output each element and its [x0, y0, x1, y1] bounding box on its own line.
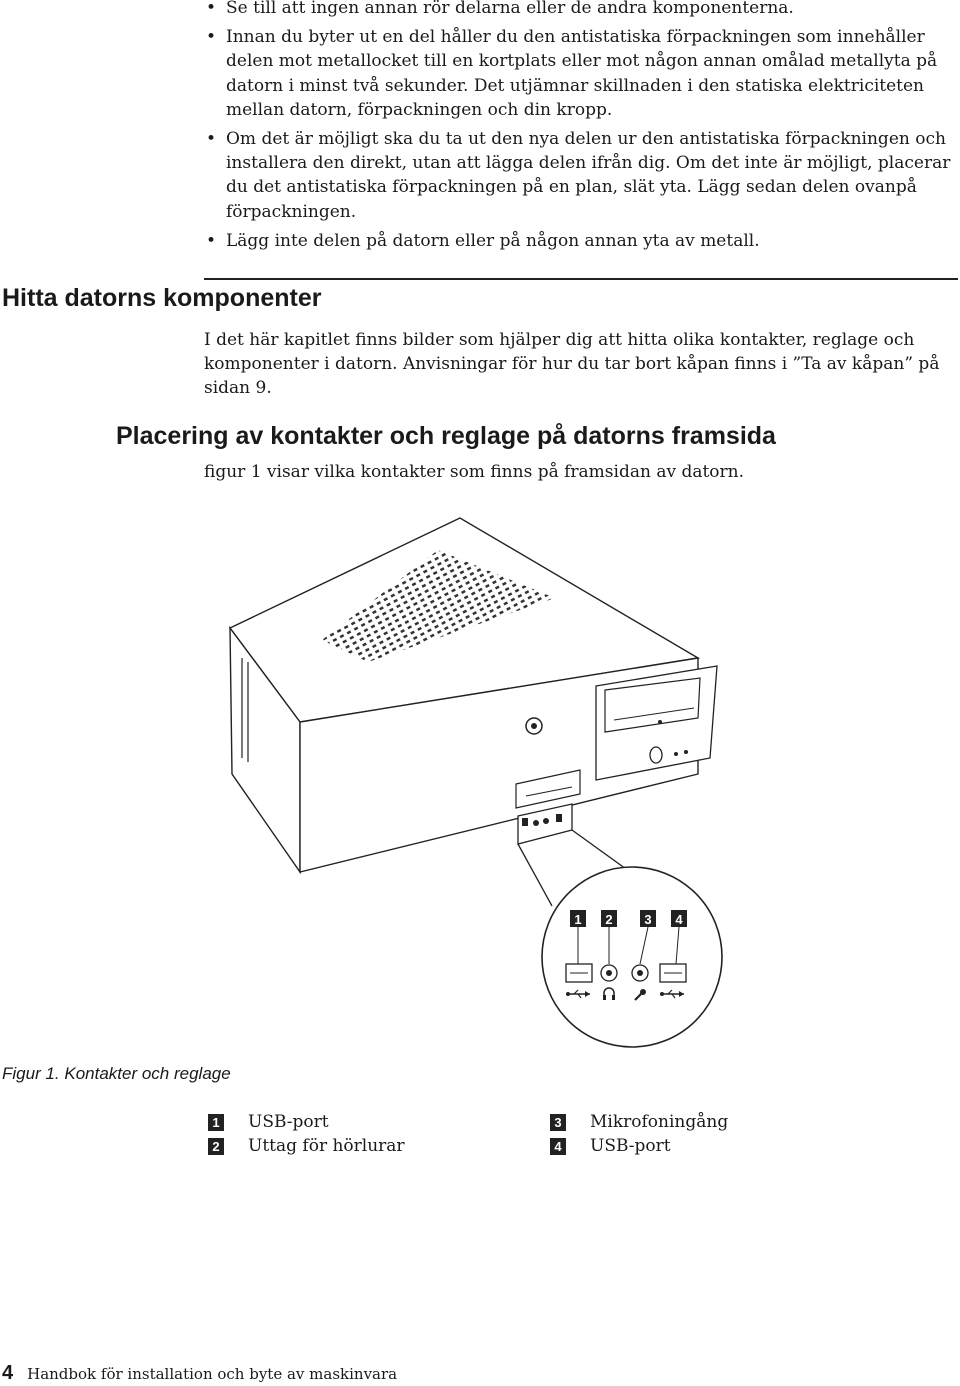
computer-illustration — [200, 512, 740, 1052]
section-intro: I det här kapitlet finns bilder som hjälper dig att hitta olika kontakter, reglage och komponenter i datorn. Anvisningar för hur du tar bort kåpan finns i ”Ta av kåpan” på sidan 9. — [204, 330, 940, 398]
legend-label: Uttag för hörlurar — [248, 1136, 405, 1156]
callout-1 — [570, 910, 586, 927]
legend-item — [208, 1112, 329, 1132]
callout-number: 1 — [574, 912, 582, 927]
legend-label: Mikrofoningång — [590, 1112, 729, 1132]
callout-4 — [671, 910, 687, 927]
legend-item — [550, 1136, 671, 1156]
subsection-text: figur 1 visar vilka kontakter som finns på framsidan av datorn. — [204, 462, 745, 482]
callout-number: 2 — [605, 912, 613, 927]
callout-3 — [640, 910, 656, 927]
precaution-item: • Om det är möjligt ska du ta ut den nya delen ur den antistatiska förpackningen och installera den direkt, utan att lägga delen ifrån dig. Om det inte är möjligt, placerar du det antistatiska förpackningen på en plan, slät yta. Lägg sedan delen ovanpå förpackningen. — [204, 127, 956, 224]
legend-label: USB-port — [248, 1112, 329, 1132]
legend-number: 4 — [550, 1138, 566, 1155]
precaution-item: • Lägg inte delen på datorn eller på någon annan yta av metall. — [204, 229, 956, 253]
magnifier-circle — [542, 867, 722, 1047]
callout-2 — [601, 910, 617, 927]
power-button — [650, 747, 662, 763]
precaution-list — [204, 0, 956, 258]
section-heading: Hitta datorns komponenter — [2, 284, 322, 312]
page-footer — [2, 1362, 397, 1385]
computer-front-figure — [200, 512, 740, 1056]
legend-number: 3 — [550, 1114, 566, 1131]
precaution-item: • Se till att ingen annan rör delarna eller de andra komponenterna. — [204, 0, 956, 20]
precaution-item: • Innan du byter ut en del håller du den antistatiska förpackningen som innehåller delen mot metallocket till en kortplats eller mot någon annan omålad metallyta på datorn i minst två sekunder. Det utjämnar skillnaden i den statiska elektriciteten mellan datorn, förpackningen och din kropp. — [204, 25, 956, 122]
book-title: Handbok för installation och byte av maskinvara — [27, 1365, 398, 1383]
section-divider — [204, 278, 958, 280]
legend-number: 1 — [208, 1114, 224, 1131]
callout-number: 4 — [675, 912, 683, 927]
page-number: 4 — [2, 1362, 14, 1384]
figure-caption: Figur 1. Kontakter och reglage — [2, 1064, 231, 1083]
legend-label: USB-port — [590, 1136, 671, 1156]
callout-number: 3 — [644, 912, 652, 927]
legend-number: 2 — [208, 1138, 224, 1155]
legend-item — [550, 1112, 728, 1132]
legend-item — [208, 1136, 405, 1156]
subsection-heading: Placering av kontakter och reglage på datorns framsida — [116, 422, 776, 450]
